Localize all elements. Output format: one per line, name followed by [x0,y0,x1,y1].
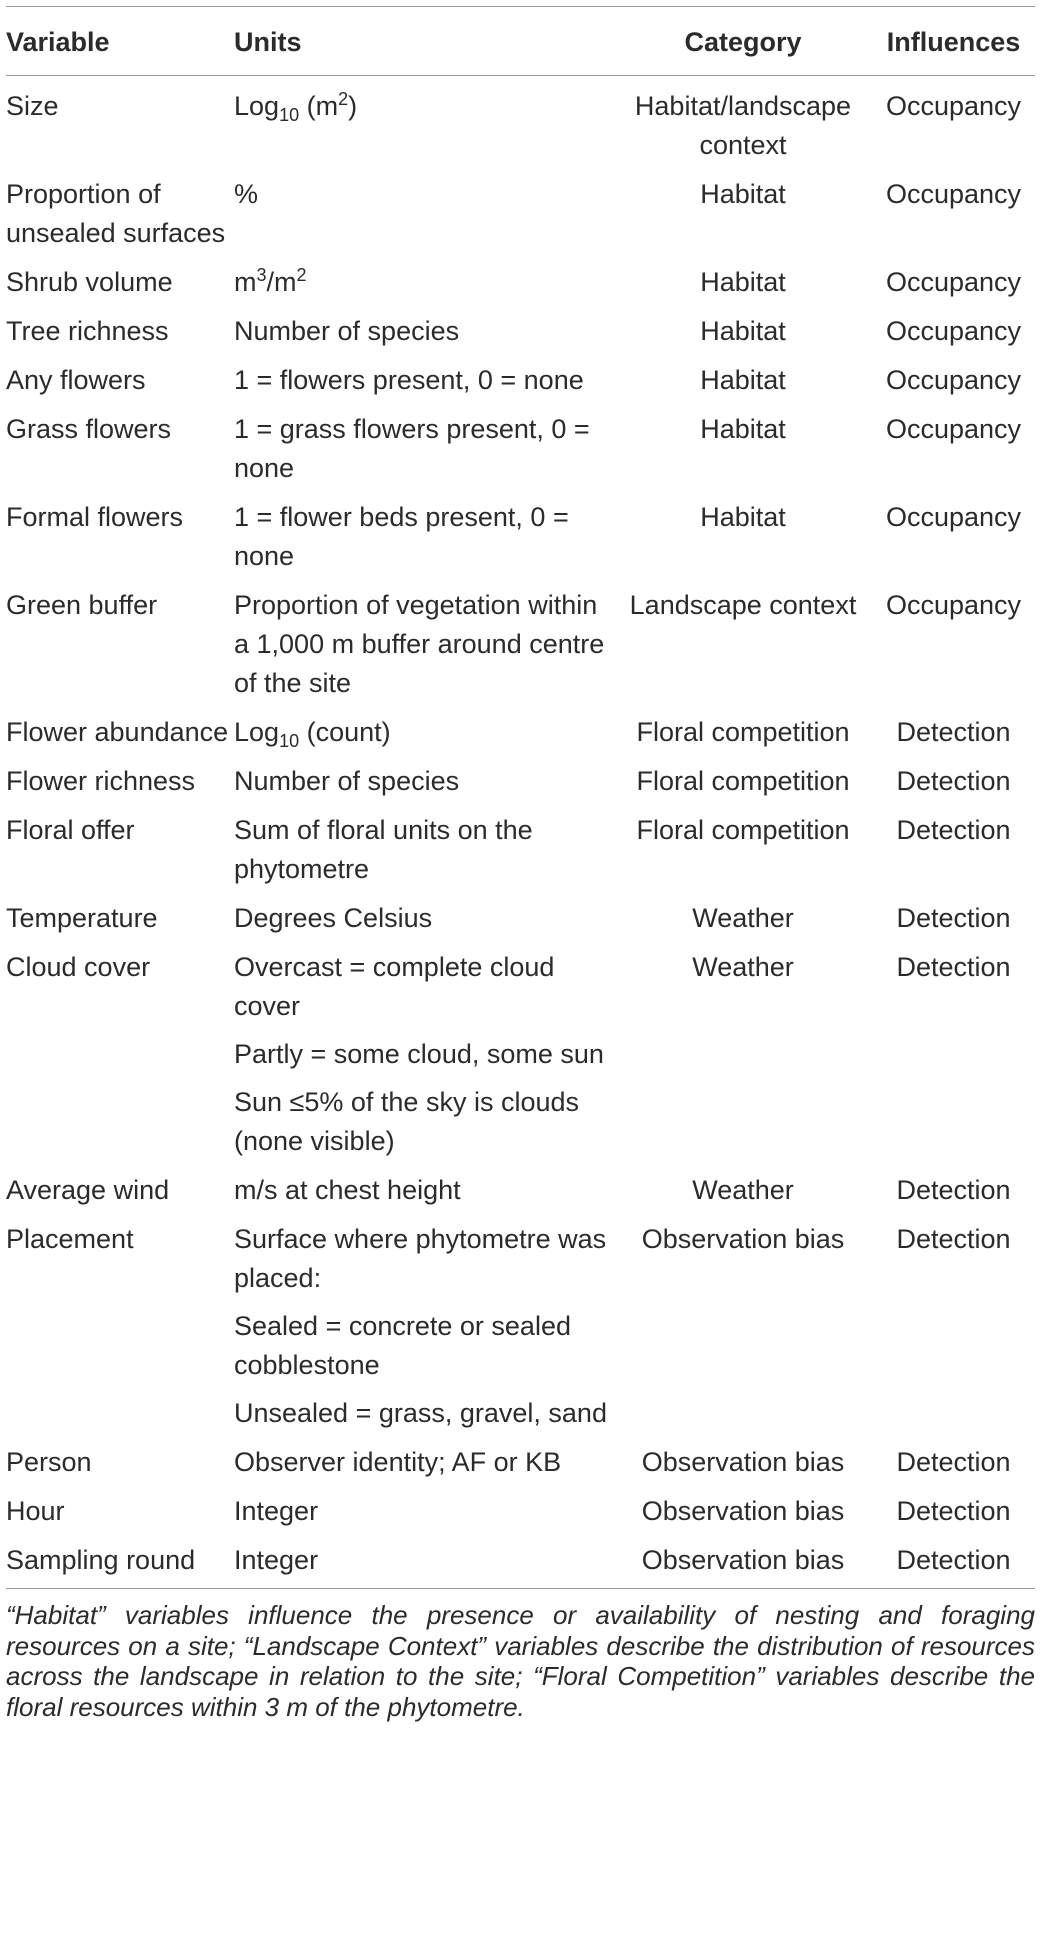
cell-units: 1 = flower beds present, 0 = none [234,502,569,571]
units-superscript: 2 [296,265,307,285]
header-row [6,7,1035,76]
cell-units: Sum of floral units on the phytometre [234,815,533,884]
units-line: Sealed = concrete or sealed cobblestone [234,1311,571,1380]
cell-category: Floral competition [636,815,850,845]
cell-influences: Occupancy [885,91,1022,121]
units-text: (count) [299,717,391,747]
table-row [6,893,1035,942]
cell-category: Weather [692,903,794,933]
cell-influences: Detection [896,1447,1011,1477]
cell-units: Degrees Celsius [234,903,433,933]
cell-category: Floral competition [636,717,850,747]
table-row [6,169,1035,257]
table-row [6,580,1035,707]
units-line: Partly = some cloud, some sun [234,1039,604,1069]
cell-units [234,1214,614,1437]
header-units: Units [234,27,302,57]
cell-units: % [234,179,259,209]
cell-variable: Any flowers [6,365,146,395]
cell-variable: Formal flowers [6,502,184,532]
units-superscript: 3 [256,265,267,285]
table-row [6,1165,1035,1214]
cell-variable: Average wind [6,1175,170,1205]
cell-category: Observation bias [641,1545,845,1575]
units-line: Unsealed = grass, gravel, sand [234,1398,607,1428]
cell-category: Habitat [700,316,786,346]
table-header [6,7,1035,76]
cell-category: Habitat [700,365,786,395]
cell-variable: Size [6,91,59,121]
cell-units: 1 = flowers present, 0 = none [234,365,584,395]
cell-units [234,942,614,1165]
cell-units: 1 = grass flowers present, 0 = none [234,414,590,483]
cell-units: m/s at chest height [234,1175,461,1205]
cell-variable: Flower abundance [6,717,229,747]
units-text: /m [266,267,297,297]
cell-category: Weather [692,952,794,982]
units-superscript: 2 [338,89,349,109]
table-body [6,76,1035,1589]
cell-variable: Sampling round [6,1545,196,1575]
cell-influences: Detection [896,1224,1011,1254]
cell-variable: Flower richness [6,766,196,796]
cell-category: Habitat [700,267,786,297]
cell-category: Habitat [700,502,786,532]
cell-influences: Detection [896,815,1011,845]
cell-influences: Detection [896,1545,1011,1575]
cell-category: Observation bias [641,1224,845,1254]
table-row [6,756,1035,805]
header-category: Category [684,27,802,57]
cell-variable: Cloud cover [6,952,151,982]
cell-category: Habitat [700,179,786,209]
header-influences: Influences [886,27,1021,57]
table-row [6,306,1035,355]
cell-influences: Detection [896,1175,1011,1205]
units-line: Sun ≤5% of the sky is clouds (none visible) [234,1087,579,1156]
cell-variable: Person [6,1447,92,1477]
cell-category: Floral competition [636,766,850,796]
header-variable: Variable [6,27,110,57]
cell-category: Observation bias [641,1496,845,1526]
cell-variable: Proportion of unsealed surfaces [6,179,226,248]
table-row [6,355,1035,404]
table-row [6,1214,1035,1437]
units-subscript: 10 [279,731,300,751]
cell-influences: Occupancy [885,267,1022,297]
cell-units [234,257,614,306]
cell-variable: Hour [6,1496,65,1526]
cell-variable: Floral offer [6,815,135,845]
cell-influences: Occupancy [885,179,1022,209]
table-row [6,76,1035,170]
cell-units: Integer [234,1545,319,1575]
table-row [6,1437,1035,1486]
units-subscript: 10 [279,105,300,125]
table-row [6,1535,1035,1589]
cell-category: Habitat/landscape context [634,91,852,160]
cell-variable: Tree richness [6,316,169,346]
table-row [6,404,1035,492]
units-text: (m [299,91,339,121]
cell-influences: Occupancy [885,590,1022,620]
table-footnote: “Habitat” variables influence the presence or availability of nesting and foraging resources on a site; “Landscape Context” variables describe the distribution of resources across the landscape in relation to the site; “Floral Competition” variables describe the floral resources within 3 m of the phytometre. [6,1600,1035,1722]
cell-influences: Occupancy [885,316,1022,346]
cell-influences: Detection [896,903,1011,933]
cell-category: Observation bias [641,1447,845,1477]
cell-influences: Occupancy [885,414,1022,444]
cell-units: Observer identity; AF or KB [234,1447,562,1477]
cell-variable: Green buffer [6,590,158,620]
cell-units [234,76,614,170]
cell-influences: Occupancy [885,365,1022,395]
cell-influences: Detection [896,717,1011,747]
table-row [6,257,1035,306]
cell-category: Habitat [700,414,786,444]
units-text: Log [234,91,280,121]
table-row [6,492,1035,580]
cell-units [234,707,614,756]
cell-influences: Detection [896,1496,1011,1526]
cell-variable: Shrub volume [6,267,173,297]
cell-units: Proportion of vegetation within a 1,000 m buffer around centre of the site [234,590,605,698]
units-line: Overcast = complete cloud cover [234,952,555,1021]
units-text: ) [348,91,358,121]
cell-influences: Occupancy [885,502,1022,532]
cell-variable: Temperature [6,903,158,933]
cell-units: Number of species [234,316,460,346]
cell-influences: Detection [896,952,1011,982]
table-row [6,1486,1035,1535]
cell-influences: Detection [896,766,1011,796]
table-row [6,707,1035,756]
cell-category: Weather [692,1175,794,1205]
units-text: m [234,267,257,297]
cell-category: Landscape context [629,590,857,620]
cell-variable: Placement [6,1224,134,1254]
units-text: Log [234,717,280,747]
cell-variable: Grass flowers [6,414,172,444]
units-line: Surface where phytometre was placed: [234,1224,607,1293]
cell-units: Integer [234,1496,319,1526]
table-row [6,805,1035,893]
table-row [6,942,1035,1165]
cell-units: Number of species [234,766,460,796]
variables-table [6,6,1035,1589]
